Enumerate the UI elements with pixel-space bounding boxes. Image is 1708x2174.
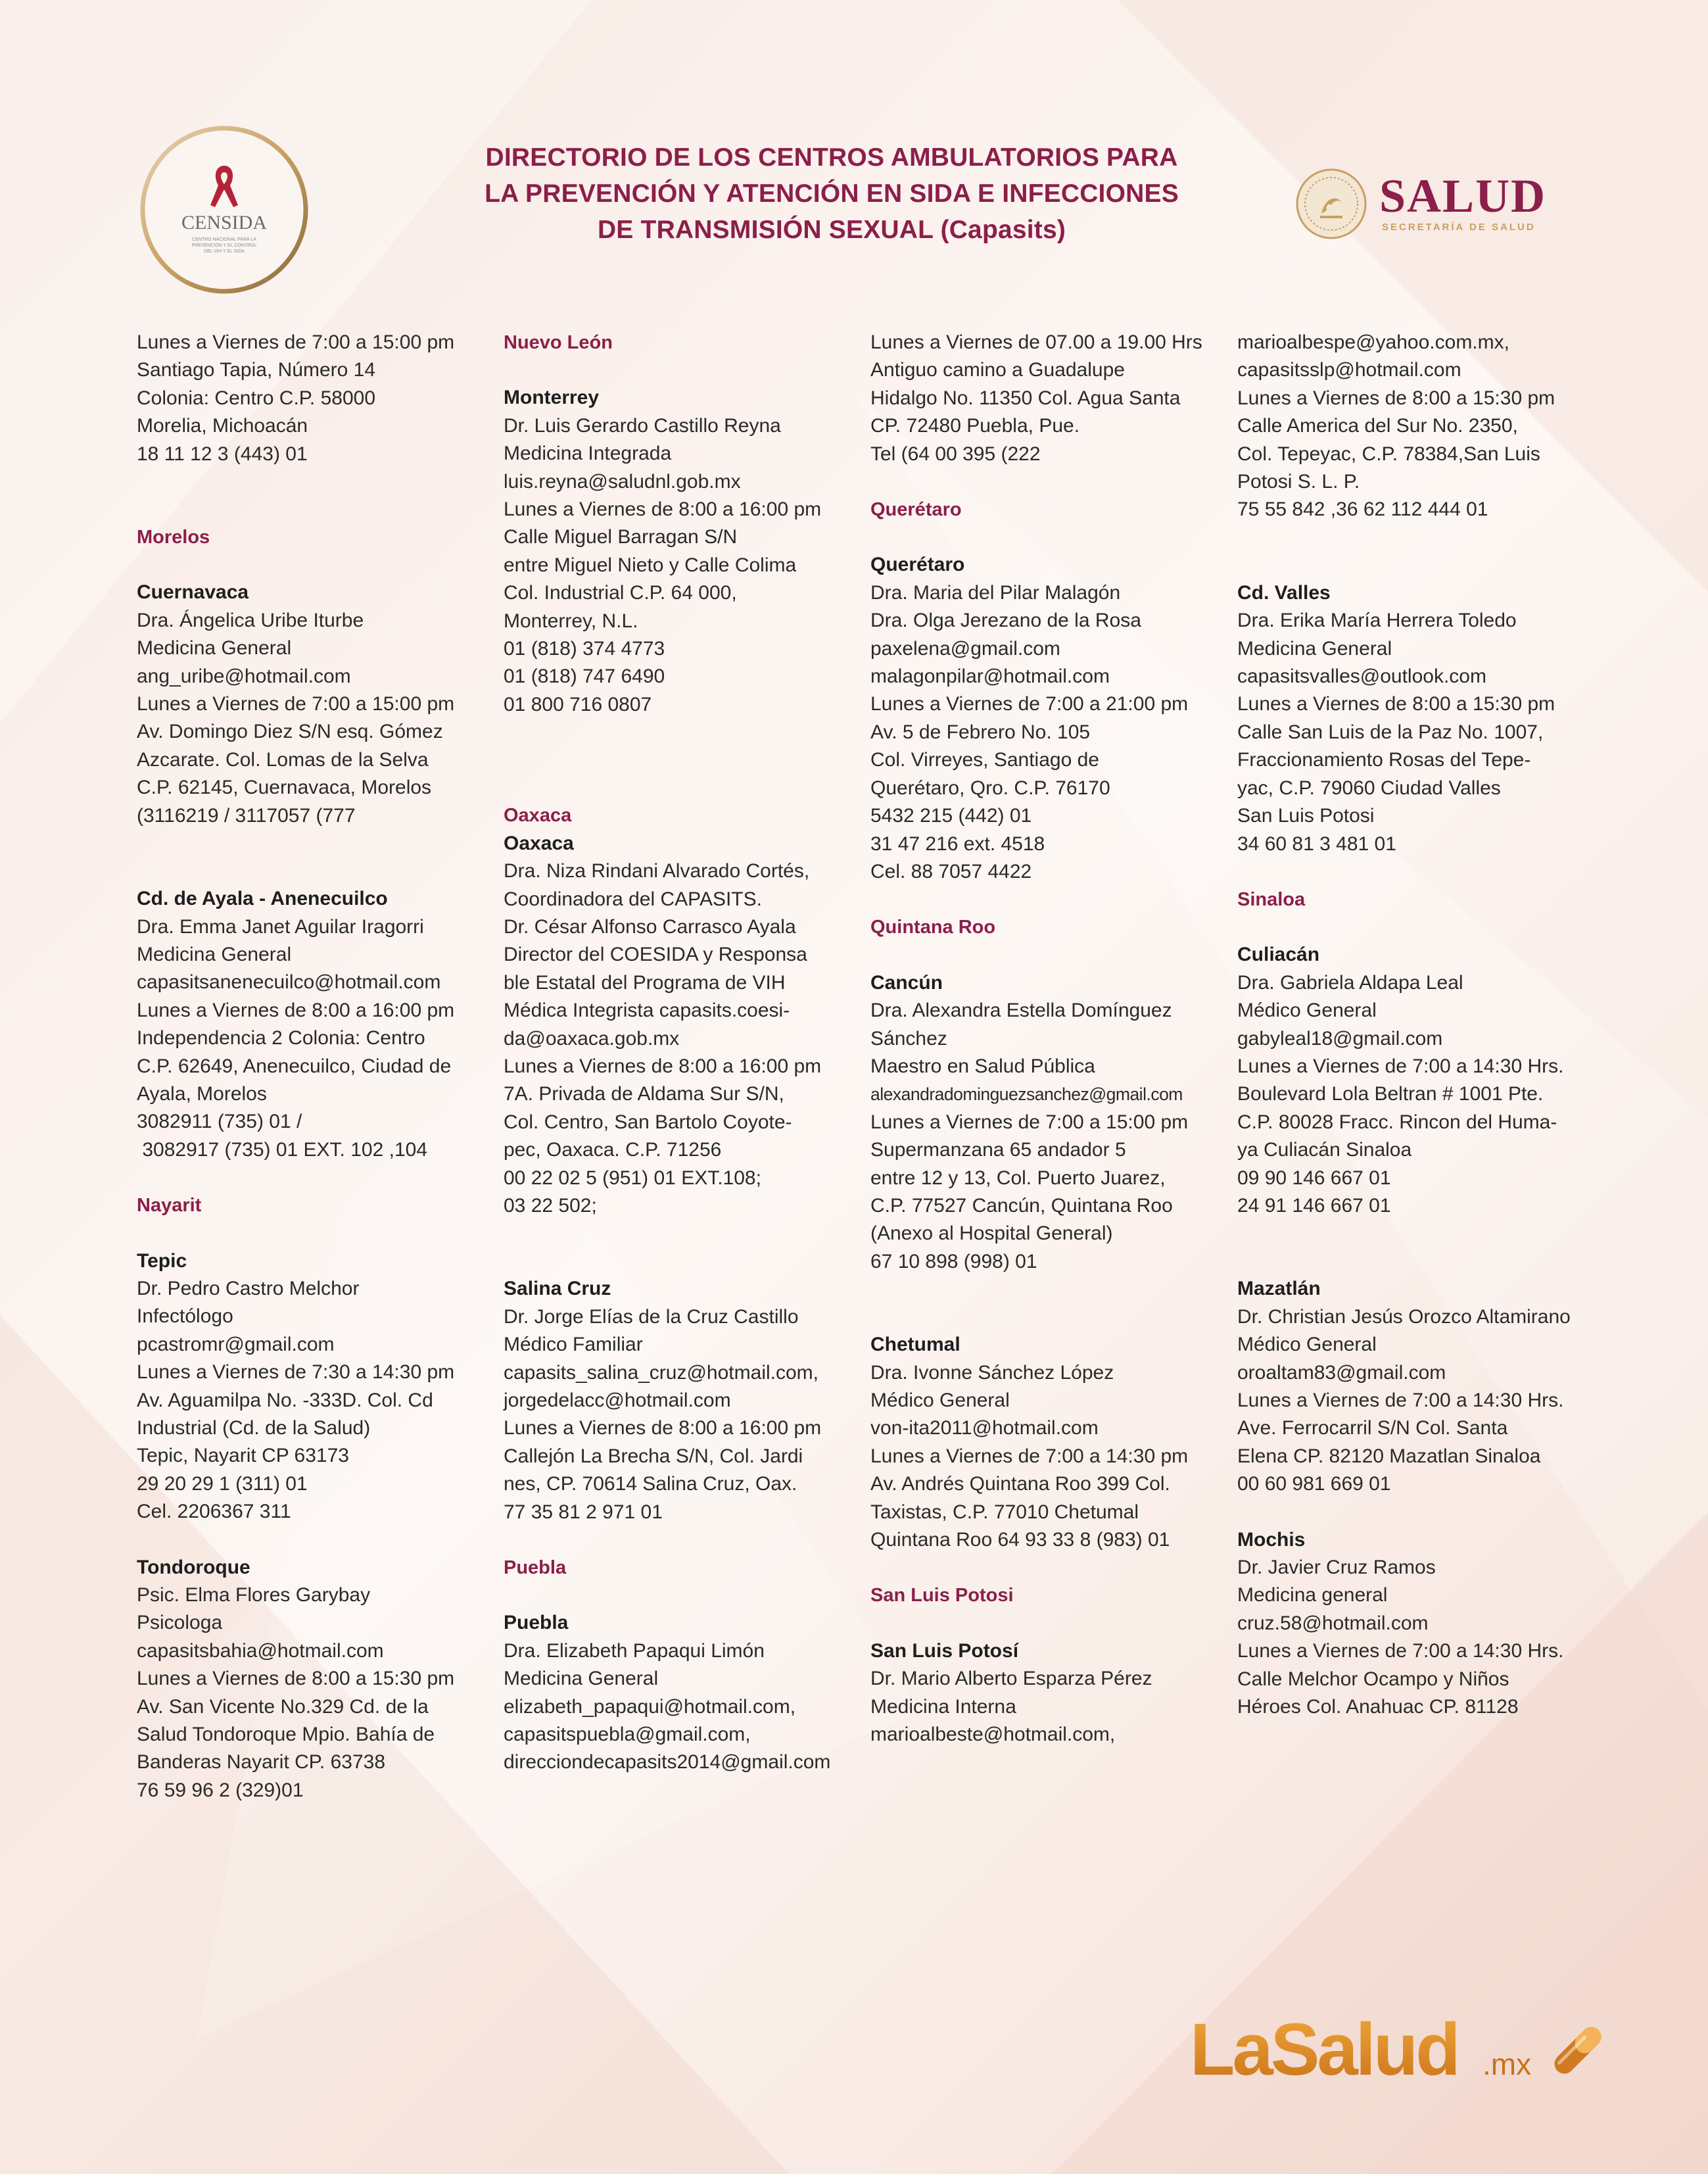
michoacan-morelia-continued (137, 329, 492, 468)
email-line: jorgedelacc@hotmail.com (504, 1389, 731, 1411)
entry-line: Col. Centro, San Bartolo Coyote- (504, 1111, 792, 1133)
entry-line: Médico General (870, 1389, 1010, 1411)
entry-line: ble Estatal del Programa de VIH (504, 971, 786, 994)
entry-line: Medicina general (1237, 1584, 1388, 1606)
email-line: von-ita2011@hotmail.com (870, 1417, 1099, 1439)
entry-line: Coordinadora del CAPASITS. (504, 888, 762, 910)
entry-culiacan (1237, 941, 1592, 1220)
entry-line: C.P. 62145, Cuernavaca, Morelos (137, 777, 432, 799)
entry-line: Av. Domingo Diez S/N esq. Gómez (137, 721, 443, 743)
entry-line: Av. Andrés Quintana Roo 399 Col. (870, 1473, 1170, 1495)
email-line: oroaltam83@gmail.com (1237, 1361, 1446, 1384)
entry-line: Dra. Emma Janet Aguilar Iragorri (137, 915, 424, 938)
entry-line: Dra. Ivonne Sánchez López (870, 1361, 1114, 1384)
column-3 (870, 329, 1225, 1749)
email-line: da@oaxaca.gob.mx (504, 1027, 680, 1050)
entry-line: 77 35 81 2 971 01 (504, 1501, 663, 1523)
email-line: paxelena@gmail.com (870, 637, 1060, 660)
entry-line: Salud Tondoroque Mpio. Bahía de (137, 1724, 435, 1746)
entry-line: Calle Melchor Ocampo y Niños (1237, 1668, 1509, 1690)
entry-line: Col. Tepeyac, C.P. 78384,San Luis (1237, 443, 1540, 465)
entry-line: Lunes a Viernes de 8:00 a 16:00 pm (504, 1055, 822, 1077)
entry-line: Boulevard Lola Beltran # 1001 Pte. (1237, 1083, 1544, 1105)
salud-name: SALUD (1379, 170, 1547, 222)
city-heading: Monterrey (504, 387, 600, 409)
censida-subtitle-3: DEL VIH Y EL SIDA (204, 249, 245, 254)
state-heading-sinaloa: Sinaloa (1237, 888, 1306, 910)
city-heading: Salina Cruz (504, 1278, 611, 1300)
entry-line: Ave. Ferrocarril S/N Col. Santa (1237, 1417, 1508, 1439)
entry-line: Col. Virreyes, Santiago de (870, 749, 1099, 771)
state-heading-nuevo-leon: Nuevo León (504, 332, 613, 353)
city-heading: Mochis (1237, 1528, 1306, 1551)
entry-line: Dr. Pedro Castro Melchor (137, 1277, 360, 1299)
entry-line: Médico Familiar (504, 1334, 643, 1356)
entry-line: Lunes a Viernes de 7:00 a 14:30 Hrs. (1237, 1055, 1564, 1077)
state-heading-queretaro: Querétaro (870, 499, 962, 521)
entry-cuernavaca (137, 579, 492, 830)
entry-line: Calle San Luis de la Paz No. 1007, (1237, 721, 1544, 743)
entry-line: Lunes a Viernes de 8:00 a 15:30 pm (1237, 387, 1555, 409)
email-line: malagonpilar@hotmail.com (870, 665, 1110, 688)
entry-line: Héroes Col. Anahuac CP. 81128 (1237, 1696, 1519, 1718)
entry-line: 5432 215 (442) 01 (870, 805, 1032, 827)
entry-line: Supermanzana 65 andador 5 (870, 1139, 1126, 1161)
entry-line: Calle America del Sur No. 2350, (1237, 415, 1518, 437)
entry-line: nes, CP. 70614 Salina Cruz, Oax. (504, 1473, 797, 1495)
email-line: cruz.58@hotmail.com (1237, 1612, 1429, 1634)
entry-line: 18 11 12 3 (443) 01 (137, 443, 308, 465)
city-heading: Cancún (870, 971, 943, 994)
entry-line: Potosi S. L. P. (1237, 471, 1360, 493)
entry-line: Santiago Tapia, Número 14 (137, 359, 376, 381)
entry-line: Sánchez (870, 1027, 947, 1050)
email-line: direcciondecapasits2014@gmail.com (504, 1751, 831, 1774)
entry-line: Elena CP. 82120 Mazatlan Sinaloa (1237, 1445, 1541, 1467)
email-line: pcastromr@gmail.com (137, 1333, 335, 1355)
entry-line: Dra. Alexandra Estella Domínguez (870, 1000, 1172, 1022)
lasalud-suffix: .mx (1483, 2047, 1532, 2081)
entry-line: Cel. 88 7057 4422 (870, 860, 1032, 882)
entry-line: Lunes a Viernes de 07.00 a 19.00 Hrs (870, 331, 1202, 353)
entry-tepic (137, 1247, 492, 1526)
entry-line: Lunes a Viernes de 7:00 a 15:00 pm (137, 331, 455, 353)
entry-line: pec, Oaxaca. C.P. 71256 (504, 1139, 722, 1161)
entry-line: Av. 5 de Febrero No. 105 (870, 721, 1091, 743)
entry-line: Médica Integrista capasits.coesi- (504, 1000, 790, 1022)
email-line: capasitsslp@hotmail.com (1237, 359, 1461, 381)
entry-line: Azcarate. Col. Lomas de la Selva (137, 748, 429, 771)
entry-line: 29 20 29 1 (311) 01 (137, 1472, 308, 1495)
entry-line: Av. Aguamilpa No. -333D. Col. Cd (137, 1389, 433, 1411)
entry-line: Dr. Mario Alberto Esparza Pérez (870, 1668, 1152, 1690)
entry-line: Dra. Ángelica Uribe Iturbe (137, 609, 364, 631)
entry-line: 03 22 502; (504, 1194, 597, 1217)
city-heading: Mazatlán (1237, 1278, 1321, 1300)
email-line: luis.reyna@saludnl.gob.mx (504, 470, 741, 493)
entry-ayala (137, 885, 492, 1164)
entry-line: 67 10 898 (998) 01 (870, 1250, 1037, 1272)
city-heading: Cuernavaca (137, 581, 249, 604)
email-line: capasitsvalles@outlook.com (1237, 665, 1486, 688)
lasalud-logo (1183, 2006, 1617, 2091)
censida-subtitle-1: CENTRO NACIONAL PARA LA (192, 237, 256, 242)
title-line-1: DIRECTORIO DE LOS CENTROS AMBULATORIOS PARA (485, 143, 1178, 172)
entry-line: Querétaro, Qro. C.P. 76170 (870, 777, 1110, 799)
email-line: elizabeth_papaqui@hotmail.com, (504, 1695, 796, 1718)
entry-line: Monterrey, N.L. (504, 610, 638, 632)
entry-line: Lunes a Viernes de 7:00 a 15:00 pm (137, 693, 455, 715)
entry-line: Medicina Interna (870, 1695, 1016, 1718)
entry-line: Lunes a Viernes de 7:00 a 15:00 pm (870, 1111, 1189, 1133)
city-heading: San Luis Potosí (870, 1639, 1019, 1662)
entry-line: Psicologa (137, 1612, 223, 1634)
entry-line: Quintana Roo 64 93 33 8 (983) 01 (870, 1529, 1170, 1551)
entry-line: 09 90 146 667 01 (1237, 1167, 1391, 1189)
entry-line: Director del COESIDA y Responsa (504, 944, 807, 966)
entry-line: Médico General (1237, 1000, 1377, 1022)
entry-line: Antiguo camino a Guadalupe (870, 359, 1125, 381)
entry-line: Lunes a Viernes de 7:00 a 14:30 Hrs. (1237, 1389, 1564, 1411)
column-1 (137, 329, 492, 1804)
entry-line: 3082911 (735) 01 / (137, 1111, 302, 1133)
entry-san-luis-potosi (870, 1637, 1225, 1749)
entry-line: Dra. Elizabeth Papaqui Limón (504, 1639, 765, 1662)
entry-line: 3082917 (735) 01 EXT. 102 ,104 (137, 1138, 428, 1161)
state-heading-morelos: Morelos (137, 527, 210, 548)
puebla-continued (870, 329, 1225, 468)
entry-line: Tepic, Nayarit CP 63173 (137, 1445, 349, 1467)
entry-line: entre Miguel Nieto y Calle Colima (504, 554, 797, 576)
entry-line: Medicina General (1237, 637, 1392, 660)
document-title (460, 139, 1203, 248)
title-line-2: LA PREVENCIÓN Y ATENCIÓN EN SIDA E INFECCIONES (485, 180, 1179, 208)
entry-line: Medicina General (137, 637, 292, 660)
email-line: capasits_salina_cruz@hotmail.com, (504, 1361, 818, 1384)
entry-line: yac, C.P. 79060 Ciudad Valles (1237, 777, 1501, 799)
entry-cancun (870, 969, 1225, 1276)
entry-puebla (504, 1609, 859, 1776)
entry-line: C.P. 77527 Cancún, Quintana Roo (870, 1194, 1173, 1217)
entry-queretaro (870, 551, 1225, 886)
city-heading: Culiacán (1237, 944, 1320, 966)
mexico-seal-icon (1297, 170, 1365, 238)
entry-line: Cel. 2206367 311 (137, 1501, 291, 1523)
entry-line: Av. San Vicente No.329 Cd. de la (137, 1695, 429, 1718)
entry-monterrey (504, 384, 859, 719)
entry-line: Dra. Olga Jerezano de la Rosa (870, 610, 1141, 632)
entry-line: (Anexo al Hospital General) (870, 1222, 1113, 1245)
entry-line: Lunes a Viernes de 8:00 a 15:30 pm (1237, 693, 1555, 715)
entry-line: 76 59 96 2 (329)01 (137, 1779, 304, 1801)
city-heading: Tondoroque (137, 1556, 250, 1578)
entry-line: Colonia: Centro C.P. 58000 (137, 387, 376, 409)
state-heading-puebla: Puebla (504, 1557, 567, 1579)
entry-line: 01 (818) 747 6490 (504, 665, 665, 688)
entry-line: Industrial (Cd. de la Salud) (137, 1417, 371, 1439)
city-heading: Tepic (137, 1249, 187, 1272)
email-line: marioalbespe@yahoo.com.mx, (1237, 331, 1509, 353)
entry-line: Dra. Gabriela Aldapa Leal (1237, 971, 1463, 994)
email-line: capasitsanenecuilco@hotmail.com (137, 971, 441, 994)
entry-line: ya Culiacán Sinaloa (1237, 1139, 1412, 1161)
salud-logo (1295, 164, 1571, 243)
pill-capsule-icon (1550, 2023, 1605, 2077)
city-heading: Oaxaca (504, 832, 574, 854)
entry-line: Psic. Elma Flores Garybay (137, 1584, 371, 1606)
email-line: ang_uribe@hotmail.com (137, 665, 351, 687)
entry-line: Medicina Integrada (504, 443, 672, 465)
entry-line: Dra. Erika María Herrera Toledo (1237, 610, 1517, 632)
email-line: marioalbeste@hotmail.com, (870, 1724, 1116, 1746)
entry-line: Ayala, Morelos (137, 1082, 267, 1105)
entry-mochis (1237, 1526, 1592, 1722)
entry-line: Calle Miguel Barragan S/N (504, 526, 738, 548)
entry-line: Hidalgo No. 11350 Col. Agua Santa (870, 387, 1181, 409)
entry-line: Médico General (1237, 1334, 1377, 1356)
entry-cd-valles (1237, 579, 1592, 858)
entry-line: 01 (818) 374 4773 (504, 638, 665, 660)
censida-name: CENSIDA (181, 212, 268, 233)
censida-subtitle-2: PREVENCIÓN Y EL CONTROL (191, 243, 257, 248)
entry-tondoroque (137, 1554, 492, 1805)
entry-line: Morelia, Michoacán (137, 415, 308, 437)
entry-line: Maestro en Salud Pública (870, 1055, 1095, 1077)
entry-line: Dra. Maria del Pilar Malagón (870, 581, 1121, 604)
slp-continued (1237, 329, 1592, 524)
column-2 (504, 329, 859, 1777)
email-line: capasitsbahia@hotmail.com (137, 1639, 384, 1662)
city-heading: Puebla (504, 1612, 569, 1634)
entry-line: Lunes a Viernes de 8:00 a 16:00 pm (504, 1417, 822, 1439)
entry-line: Tel (64 00 395 (222 (870, 443, 1041, 465)
lasalud-wordmark: LaSalud (1190, 2008, 1458, 2090)
entry-line: 00 22 02 5 (951) 01 EXT.108; (504, 1167, 761, 1189)
entry-line: 75 55 842 ,36 62 112 444 01 (1237, 498, 1488, 521)
entry-line: Col. Industrial C.P. 64 000, (504, 582, 737, 604)
entry-line: 24 91 146 667 01 (1237, 1194, 1391, 1217)
entry-line: entre 12 y 13, Col. Puerto Juarez, (870, 1167, 1166, 1189)
entry-line: Lunes a Viernes de 8:00 a 15:30 pm (137, 1668, 455, 1690)
entry-line: 7A. Privada de Aldama Sur S/N, (504, 1083, 784, 1105)
entry-line: C.P. 62649, Anenecuilco, Ciudad de (137, 1055, 452, 1077)
email-line: capasitspuebla@gmail.com, (504, 1724, 751, 1746)
entry-line: Dr. César Alfonso Carrasco Ayala (504, 915, 796, 938)
entry-line: Lunes a Viernes de 7:00 a 21:00 pm (870, 693, 1189, 715)
entry-line: Infectólogo (137, 1305, 233, 1328)
entry-line: Callejón La Brecha S/N, Col. Jardi (504, 1445, 803, 1467)
entry-line: 00 60 981 669 01 (1237, 1473, 1391, 1495)
entry-line: Dra. Niza Rindani Alvarado Cortés, (504, 860, 810, 882)
entry-line: Medicina General (504, 1668, 659, 1690)
salud-subtitle: SECRETARÍA DE SALUD (1382, 222, 1536, 233)
email-line: alexandradominguezsanchez@gmail.com (870, 1084, 1183, 1105)
entry-line: CP. 72480 Puebla, Pue. (870, 415, 1080, 437)
city-heading: Cd. Valles (1237, 581, 1331, 604)
entry-line: Dr. Javier Cruz Ramos (1237, 1557, 1436, 1579)
entry-line: Dr. Luis Gerardo Castillo Reyna (504, 414, 781, 437)
entry-line: Lunes a Viernes de 7:30 a 14:30 pm (137, 1361, 455, 1384)
entry-line: Lunes a Viernes de 8:00 a 16:00 pm (504, 498, 822, 521)
state-heading-quintana-roo: Quintana Roo (870, 917, 996, 938)
entry-line: Independencia 2 Colonia: Centro (137, 1027, 425, 1050)
entry-line: Taxistas, C.P. 77010 Chetumal (870, 1501, 1139, 1523)
entry-oaxaca (504, 830, 859, 1220)
entry-line: 01 800 716 0807 (504, 693, 652, 715)
entry-line: Dr. Christian Jesús Orozco Altamirano (1237, 1305, 1571, 1328)
state-heading-san-luis-potosi: San Luis Potosi (870, 1585, 1014, 1606)
entry-line: C.P. 80028 Fracc. Rincon del Huma- (1237, 1111, 1557, 1133)
city-heading: Chetumal (870, 1334, 961, 1356)
entry-line: Banderas Nayarit CP. 63738 (137, 1751, 386, 1774)
email-line: gabyleal18@gmail.com (1237, 1027, 1443, 1050)
entry-line: San Luis Potosi (1237, 805, 1375, 827)
entry-line: 31 47 216 ext. 4518 (870, 833, 1045, 855)
state-heading-oaxaca: Oaxaca (504, 805, 572, 827)
entry-line: Medicina General (137, 943, 292, 965)
entry-line: Lunes a Viernes de 7:00 a 14:30 pm (870, 1445, 1189, 1467)
entry-salina-cruz (504, 1275, 859, 1526)
entry-mazatlan (1237, 1275, 1592, 1498)
entry-line: 34 60 81 3 481 01 (1237, 833, 1396, 855)
entry-line: Lunes a Viernes de 8:00 a 16:00 pm (137, 999, 455, 1021)
entry-line: Fraccionamiento Rosas del Tepe- (1237, 749, 1531, 771)
state-heading-nayarit: Nayarit (137, 1195, 202, 1217)
title-line-3: DE TRANSMISIÓN SEXUAL (Capasits) (597, 216, 1066, 244)
entry-line: Dr. Jorge Elías de la Cruz Castillo (504, 1305, 799, 1328)
city-heading: Cd. de Ayala - Anenecuilco (137, 888, 388, 910)
city-heading: Querétaro (870, 554, 965, 576)
entry-chetumal (870, 1331, 1225, 1554)
entry-line: Lunes a Viernes de 7:00 a 14:30 Hrs. (1237, 1640, 1564, 1662)
entry-line: (3116219 / 3117057 (777 (137, 804, 356, 827)
censida-logo (138, 124, 310, 296)
column-4 (1237, 329, 1592, 1721)
